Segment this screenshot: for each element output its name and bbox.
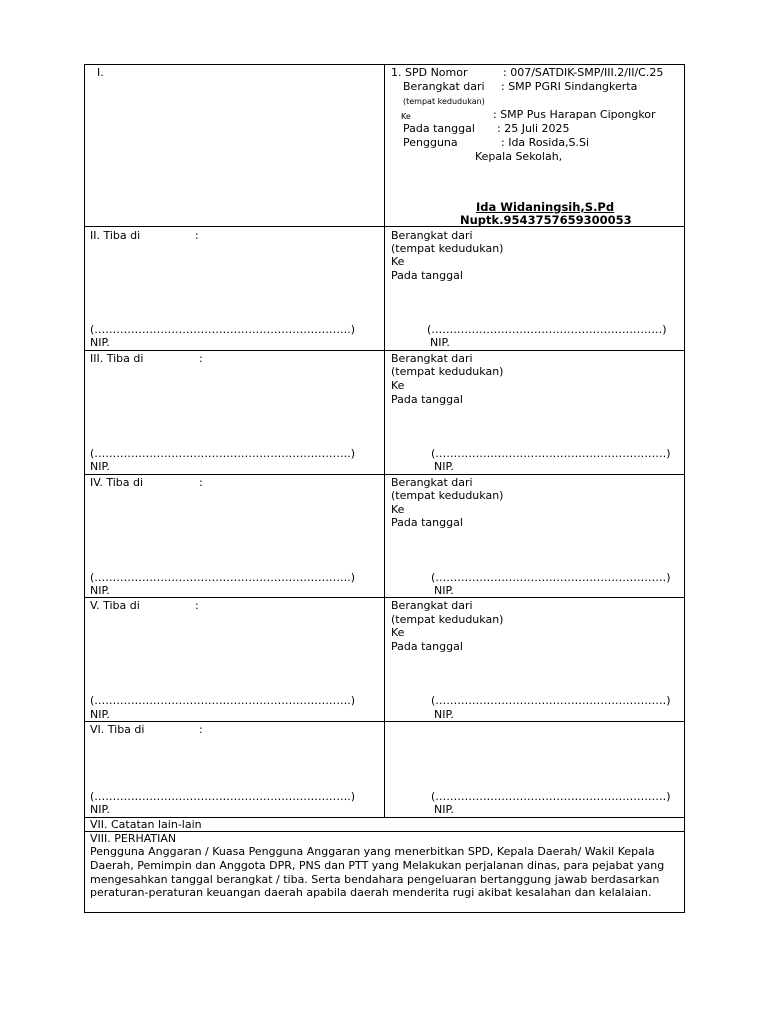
- perhatian-text: Pengguna Anggaran / Kuasa Pengguna Anggaran yang menerbitkan SPD, Kepala Daerah/ Wakil Kepala Daerah, Pemimpin dan Anggota DPR, PNS dan PTT yang Melakukan perjalanan dinas, para pejabat yang mengesahkan tanggal berangkat / tiba. Serta bendahara pengeluaran bertanggung jawab berdasarkan peraturan-peraturan keuangan daerah apabila daerah menderita rugi akibat kesalahan dan kelalaian.: [90, 845, 665, 900]
- berangkat-dari: Berangkat dari: [391, 476, 473, 489]
- ke: Ke: [391, 255, 405, 268]
- signature-line-left: (…………………………………………………………….): [90, 790, 356, 803]
- spd-nomor-value: : 007/SATDIK-SMP/III.2/II/C.25: [503, 66, 664, 79]
- pada-tanggal-label: Pada tanggal: [403, 122, 475, 135]
- nip-right: NIP.: [434, 460, 454, 473]
- spd-nomor-label: 1. SPD Nomor: [391, 66, 468, 79]
- berangkat-dari: Berangkat dari: [391, 352, 473, 365]
- tempat-kedudukan: (tempat kedudukan): [391, 365, 504, 378]
- spd-form: [84, 64, 685, 913]
- signer-id: Nuptk.9543757659300053: [460, 213, 632, 227]
- pada-tanggal: Pada tanggal: [391, 393, 463, 406]
- nip-right: NIP.: [434, 803, 454, 816]
- nip-right: NIP.: [434, 708, 454, 721]
- tiba-colon: :: [199, 723, 203, 736]
- nip-left: NIP.: [90, 460, 110, 473]
- signature-line-left: (…………………………………………………………….): [90, 571, 356, 584]
- section-7-label: VII. Catatan lain-lain: [90, 818, 202, 831]
- signature-line-left: (…………………………………………………………….): [90, 447, 356, 460]
- section-1-label: I.: [97, 66, 104, 79]
- row-divider: [85, 597, 684, 598]
- tempat-kedudukan: (tempat kedudukan): [391, 489, 504, 502]
- tiba-label: V. Tiba di: [90, 599, 140, 612]
- signature-line-right: (………………………………………………………): [431, 694, 671, 707]
- tiba-label: IV. Tiba di: [90, 476, 144, 489]
- signature-line-right: (………………………………………………………): [431, 571, 671, 584]
- nip-left: NIP.: [90, 336, 110, 349]
- nip-left: NIP.: [90, 584, 110, 597]
- nip-left: NIP.: [90, 708, 110, 721]
- row-divider: [85, 721, 684, 722]
- jabatan: Kepala Sekolah,: [475, 150, 563, 163]
- signature-line-left: (…………………………………………………………….): [90, 694, 356, 707]
- signature-line-right: (………………………………………………………): [427, 323, 667, 336]
- tiba-label: VI. Tiba di: [90, 723, 145, 736]
- berangkat-dari: Berangkat dari: [391, 229, 473, 242]
- tiba-colon: :: [199, 476, 203, 489]
- berangkat-dari: Berangkat dari: [391, 599, 473, 612]
- pada-tanggal: Pada tanggal: [391, 269, 463, 282]
- signer-name: Ida Widaningsih,S.Pd: [476, 200, 615, 214]
- ke: Ke: [391, 379, 405, 392]
- pada-tanggal: Pada tanggal: [391, 640, 463, 653]
- tempat-kedudukan: (tempat kedudukan): [391, 242, 504, 255]
- tempat-kedudukan: (tempat kedudukan): [391, 613, 504, 626]
- column-divider: [384, 65, 385, 817]
- nip-left: NIP.: [90, 803, 110, 816]
- signature-line-left: (…………………………………………………………….): [90, 323, 356, 336]
- tempat-kedudukan-note: (tempat kedudukan): [403, 97, 485, 106]
- tiba-label: III. Tiba di: [90, 352, 144, 365]
- ke: Ke: [391, 503, 405, 516]
- berangkat-label: Berangkat dari: [403, 80, 485, 93]
- pengguna-value: : Ida Rosida,S.Si: [501, 136, 590, 149]
- tiba-colon: :: [199, 352, 203, 365]
- signature-line-right: (………………………………………………………): [431, 447, 671, 460]
- nip-right: NIP.: [430, 336, 450, 349]
- pada-tanggal-value: : 25 Juli 2025: [497, 122, 570, 135]
- ke: Ke: [391, 626, 405, 639]
- pengguna-label: Pengguna: [403, 136, 458, 149]
- pada-tanggal: Pada tanggal: [391, 516, 463, 529]
- signature-line-right: (………………………………………………………): [431, 790, 671, 803]
- ke-value: : SMP Pus Harapan Cipongkor: [493, 108, 656, 121]
- row-divider: [85, 350, 684, 351]
- tiba-colon: :: [195, 229, 199, 242]
- row-divider: [85, 474, 684, 475]
- ke-label: Ke: [401, 112, 411, 121]
- section-8-label: VIII. PERHATIAN: [90, 832, 177, 845]
- nip-right: NIP.: [434, 584, 454, 597]
- tiba-colon: :: [195, 599, 199, 612]
- berangkat-value: : SMP PGRI Sindangkerta: [501, 80, 638, 93]
- tiba-label: II. Tiba di: [90, 229, 141, 242]
